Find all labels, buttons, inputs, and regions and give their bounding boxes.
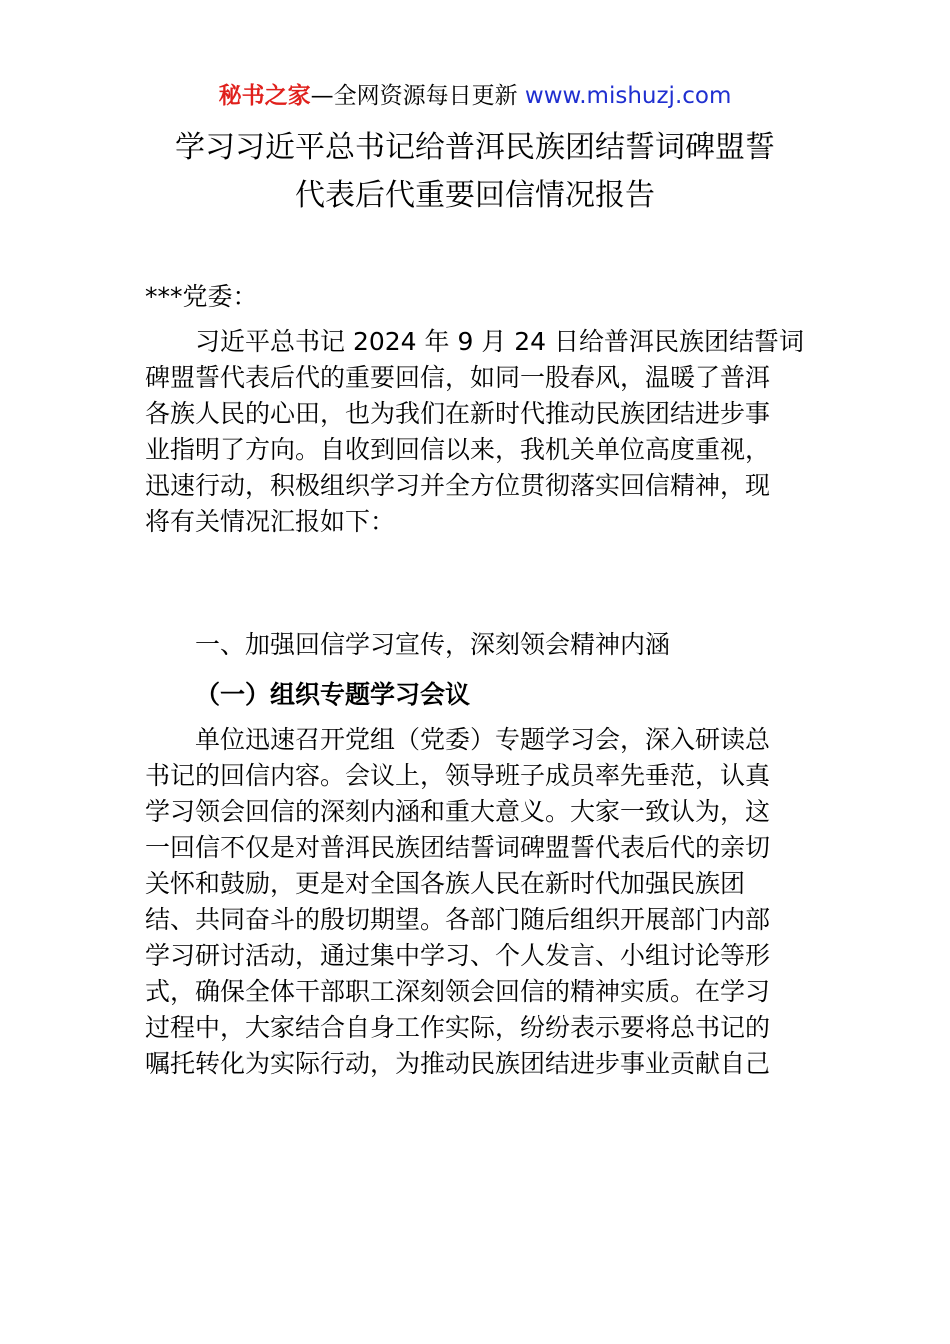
paragraph-line: 学习领会回信的深刻内涵和重大意义。大家一致认为，这 — [145, 797, 771, 826]
section-heading: 一、加强回信学习宣传，深刻领会精神内涵 — [195, 630, 671, 659]
paragraph-intro — [145, 322, 805, 538]
paragraph-line: 关怀和鼓励，更是对全国各族人民在新时代加强民族团 — [145, 869, 746, 898]
paragraph-line: 学习研讨活动，通过集中学习、个人发言、小组讨论等形 — [145, 941, 771, 970]
title-line-1: 学习习近平总书记给普洱民族团结誓词碑盟誓 — [175, 130, 775, 165]
paragraph-line: 碑盟誓代表后代的重要回信，如同一股春风，温暖了普洱 — [145, 363, 771, 392]
site-header — [0, 80, 950, 112]
paragraph-line: 式，确保全体干部职工深刻领会回信的精神实质。在学习 — [145, 977, 771, 1006]
site-url-link[interactable]: www.mishuzj.com — [524, 83, 732, 109]
document-title — [0, 124, 950, 220]
paragraph-line: 结、共同奋斗的殷切期望。各部门随后组织开展部门内部 — [145, 905, 771, 934]
paragraph-line: 习近平总书记 2024 年 9 月 24 日给普洱民族团结誓词 — [195, 327, 805, 356]
paragraph-line: 迅速行动，积极组织学习并全方位贯彻落实回信精神，现 — [145, 471, 771, 500]
paragraph-line: 将有关情况汇报如下： — [145, 507, 396, 536]
paragraph-line: 单位迅速召开党组（党委）专题学习会，深入研读总 — [195, 725, 771, 754]
salutation: ***党委： — [145, 282, 258, 311]
paragraph-study-meeting — [145, 720, 805, 1080]
paragraph-line: 嘱托转化为实际行动，为推动民族团结进步事业贡献自己 — [145, 1049, 771, 1078]
brand-name: 秘书之家 — [218, 83, 311, 109]
paragraph-line: 过程中，大家结合自身工作实际，纷纷表示要将总书记的 — [145, 1013, 771, 1042]
paragraph-line: 一回信不仅是对普洱民族团结誓词碑盟誓代表后代的亲切 — [145, 833, 771, 862]
title-line-2: 代表后代重要回信情况报告 — [295, 178, 655, 213]
paragraph-line: 业指明了方向。自收到回信以来，我机关单位高度重视， — [145, 435, 771, 464]
site-tagline: —全网资源每日更新 — [310, 83, 525, 109]
paragraph-line: 各族人民的心田，也为我们在新时代推动民族团结进步事 — [145, 399, 771, 428]
subsection-heading: （一）组织专题学习会议 — [195, 680, 471, 709]
paragraph-line: 书记的回信内容。会议上，领导班子成员率先垂范，认真 — [145, 761, 771, 790]
